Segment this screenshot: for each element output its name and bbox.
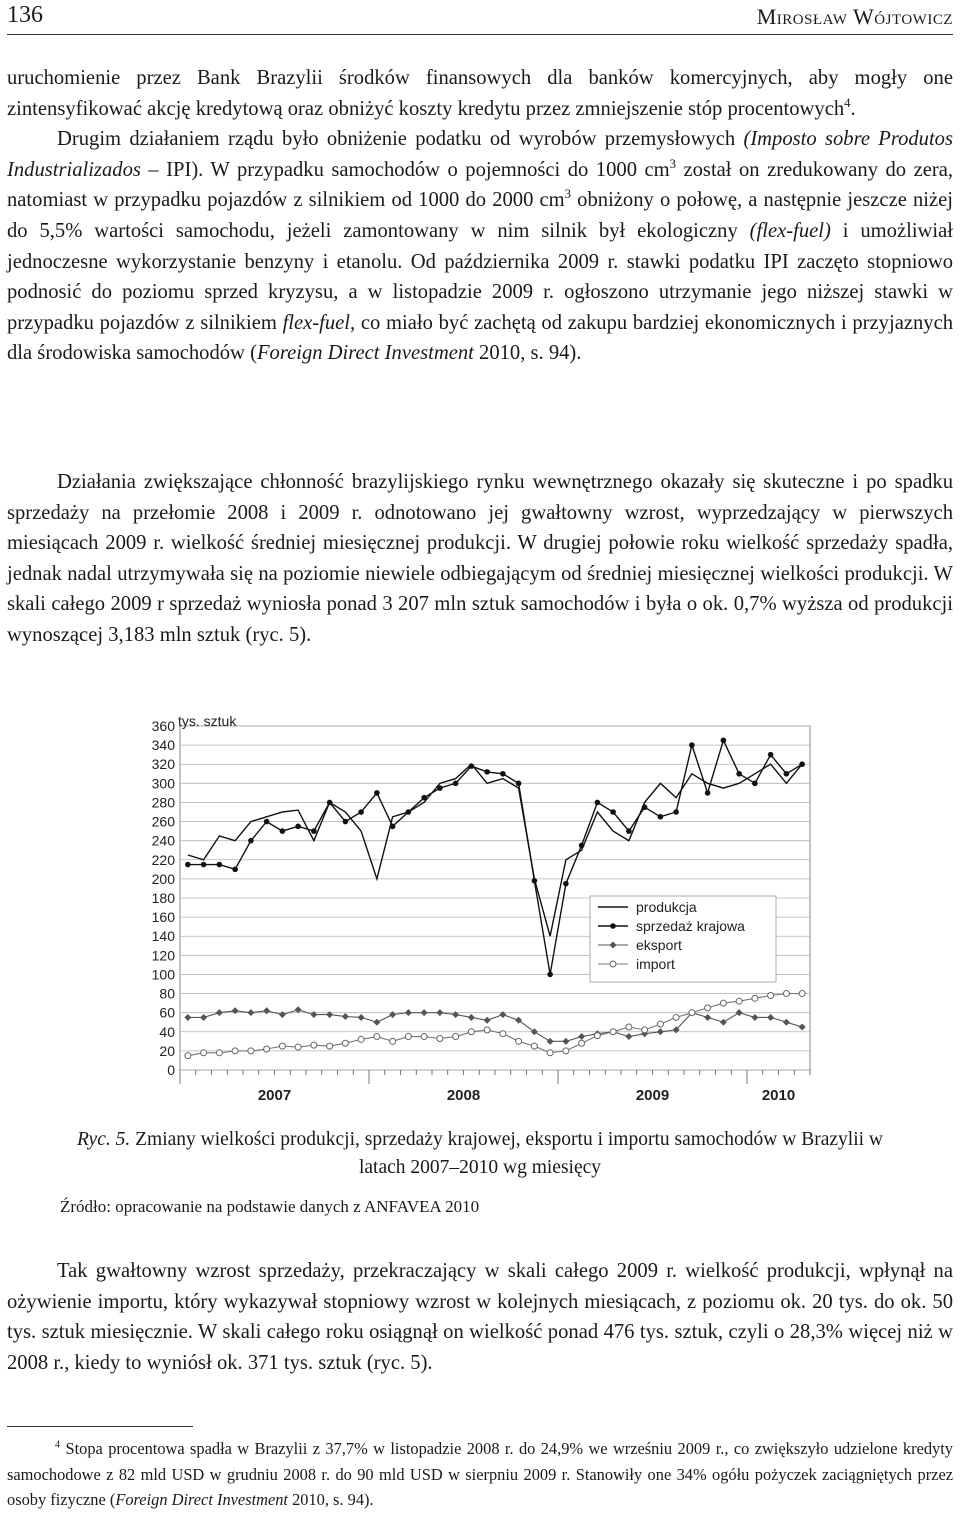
- caption-label: Ryc. 5.: [77, 1129, 131, 1150]
- data-point: [610, 1029, 616, 1035]
- data-point: [217, 862, 223, 868]
- y-tick-label: 200: [151, 870, 175, 887]
- data-point: [469, 763, 475, 769]
- data-point: [579, 843, 585, 849]
- data-point: [201, 862, 207, 868]
- data-point: [547, 1050, 553, 1056]
- legend-label: eksport: [636, 937, 682, 953]
- data-point: [406, 809, 412, 815]
- data-point: [358, 809, 364, 815]
- data-point: [783, 991, 789, 997]
- data-point: [264, 1046, 270, 1052]
- data-point: [453, 1034, 459, 1040]
- data-point: [280, 828, 286, 834]
- line-chart: [140, 712, 820, 1112]
- y-tick-label: 100: [151, 966, 175, 983]
- figure-5: [140, 712, 820, 1112]
- data-point: [595, 800, 601, 806]
- y-tick-label: 120: [151, 947, 175, 964]
- y-tick-label: 360: [151, 718, 175, 734]
- footnote-rule: [7, 1426, 193, 1427]
- x-group-label: 2009: [635, 1087, 670, 1104]
- paragraph-1: uruchomienie przez Bank Brazylii środków finansowych dla banków komercyjnych, aby mogły one zintensyfikować akcję kredytową oraz obniżyć koszty kredytu przez zmniejszenie stóp procentowych$^4$. Drugim działaniem rządu było obniżenie podatku od wyrobów przemysłowych (Imposto sobre Produtos Industrializados – IPI). W przypadku samochodów o pojemności do 1000 $cm^3$ został on zredukowany do zera, natomiast w przypadku pojazdów z silnikiem od 1000 do 2000 $cm^3$ obniżony o połowę, a następnie jeszcze niżej do 5,5% wartości samochodu, jeżeli zamontowany w nim silnik był ekologiczny (flex-fuel) i umożliwiał jednoczesne wykorzystanie benzyny i etanolu. Od października 2009 r. stawki podatku IPI zaczęto stopniowo podnosić do poziomu sprzed kryzysu, a w listopadzie 2009 r. ogłoszono utrzymanie jego niższej stawki w przypadku pojazdów z silnikiem flex-fuel, co miało być zachętą od zakupu bardziej ekonomicznych i przyjaznych dla środowiska samochodów (Foreign Direct Investment 2010, s. 94).: [7, 67, 954, 365]
- paragraph-3: Tak gwałtowny wzrost sprzedaży, przekraczający w skali całego 2009 r. wielkość produkcji, wpłynął na ożywienie importu, który wykazywał stopniowy wzrost w kolejnych miesiącach, z poziomu ok. 20 tys. do ok. 50 tys. sztuk miesięcznie. W skali całego roku osiągnął on wielkość ponad 476 tys. sztuk, czyli o 28,3% więcej niż w 2008 r., kiedy to wyniósł ok. 371 tys. sztuk (ryc. 5).: [7, 1260, 953, 1374]
- y-tick-label: 260: [151, 813, 175, 830]
- chart-legend: [590, 896, 776, 982]
- y-tick-label: 20: [159, 1042, 175, 1059]
- data-point: [736, 998, 742, 1004]
- page-number: 136: [7, 2, 43, 28]
- y-tick-label: 180: [151, 890, 175, 906]
- data-point: [327, 1043, 333, 1049]
- data-point: [421, 1034, 427, 1040]
- data-point: [516, 781, 522, 787]
- data-point: [295, 824, 301, 830]
- data-point: [689, 742, 695, 748]
- data-point: [437, 1035, 443, 1041]
- y-tick-label: 140: [151, 928, 175, 945]
- data-point: [311, 1042, 317, 1048]
- data-point: [342, 1040, 348, 1046]
- data-point: [610, 809, 616, 815]
- data-point: [437, 785, 443, 791]
- x-group-label: 2008: [446, 1087, 481, 1104]
- data-point: [484, 769, 490, 775]
- data-point: [453, 781, 459, 787]
- data-point: [610, 923, 616, 929]
- data-point: [201, 1050, 207, 1056]
- data-point: [673, 1014, 679, 1020]
- data-point: [468, 1029, 474, 1035]
- data-point: [563, 1048, 569, 1054]
- data-point: [248, 838, 254, 844]
- data-point: [658, 814, 664, 820]
- data-point: [799, 761, 805, 767]
- data-point: [405, 1034, 411, 1040]
- data-point: [642, 804, 648, 810]
- y-tick-label: 340: [151, 737, 175, 754]
- y-tick-label: 220: [151, 851, 175, 868]
- data-point: [232, 1048, 238, 1054]
- data-point: [295, 1044, 301, 1050]
- data-point: [752, 995, 758, 1001]
- footnote-4: $^4$ Stopa procentowa spadła w Brazylii z 37,7% w listopadzie 2008 r. do 24,9% we wrześniu 2009 r., co zwiększyło udzielone kredyty samochodowe z 82 mld USD w grudniu 2008 r. do 90 mld USD w sierpniu 2009 r. Stanowiły one 34% ogółu pożyczek zaciągniętych przez osoby fizyczne (Foreign Direct Investment 2010, s. 94).: [7, 1439, 953, 1509]
- data-point: [500, 1031, 506, 1037]
- data-point: [610, 961, 616, 967]
- paragraph-2: Działania zwiększające chłonność brazylijskiego rynku wewnętrznego okazały się skuteczne i po spadku sprzedaży na przełomie 2008 i 2009 r. odnotowano jej gwałtowny wzrost, wyprzedzający w pierwszych miesiącach 2009 r. wielkość średniej miesięcznej produkcji. W drugiej połowie roku wielkość sprzedaży spadła, jednak nadal utrzymywała się na poziomie niewiele odbiegającym od średniej miesięcznej wielkości produkcji. W skali całego 2009 r sprzedaż wyniosła ponad 3 207 mln sztuk samochodów i była o ok. 0,7% wyższa od produkcji wynoszącej 3,183 mln sztuk (ryc. 5).: [7, 471, 953, 646]
- data-point: [390, 824, 396, 830]
- y-tick-label: 40: [159, 1023, 175, 1040]
- data-point: [327, 800, 333, 806]
- footnote-number: 4: [55, 1439, 61, 1451]
- y-tick-label: 80: [159, 985, 175, 1002]
- figure-source: Źródło: opracowanie na podstawie danych z ANFAVEA 2010: [60, 1197, 480, 1216]
- data-point: [531, 1043, 537, 1049]
- y-tick-label: 280: [151, 794, 175, 811]
- data-point: [642, 1027, 648, 1033]
- data-point: [516, 1038, 522, 1044]
- y-tick-label: 300: [151, 775, 175, 792]
- x-group-label: 2007: [257, 1087, 292, 1104]
- data-point: [768, 992, 774, 998]
- data-point: [343, 819, 349, 825]
- data-point: [799, 991, 805, 997]
- data-point: [579, 1040, 585, 1046]
- data-point: [484, 1027, 490, 1033]
- caption-text: Zmiany wielkości produkcji, sprzedaży krajowej, eksportu i importu samochodów w Brazylii w latach 2007–2010 wg miesięcy: [130, 1129, 883, 1178]
- data-point: [232, 867, 238, 873]
- data-point: [752, 781, 758, 787]
- data-point: [185, 1053, 191, 1059]
- data-point: [673, 809, 679, 815]
- y-tick-label: 160: [151, 909, 175, 926]
- y-tick-label: 60: [159, 1004, 175, 1021]
- data-point: [705, 1005, 711, 1011]
- data-point: [736, 771, 742, 777]
- data-point: [374, 1034, 380, 1040]
- data-point: [563, 881, 569, 887]
- y-axis-label: tys. sztuk: [178, 713, 237, 729]
- data-point: [721, 738, 727, 744]
- data-point: [657, 1021, 663, 1027]
- data-point: [594, 1033, 600, 1039]
- footnote-ref[interactable]: 4: [844, 95, 851, 110]
- data-point: [279, 1043, 285, 1049]
- data-point: [626, 828, 632, 834]
- running-header: [7, 0, 953, 35]
- data-point: [185, 862, 191, 868]
- data-point: [720, 1000, 726, 1006]
- legend-label: import: [636, 956, 675, 972]
- data-point: [374, 790, 380, 796]
- data-point: [547, 972, 553, 978]
- data-point: [705, 790, 711, 796]
- data-point: [532, 878, 538, 884]
- data-point: [689, 1010, 695, 1016]
- legend-label: produkcja: [636, 899, 697, 915]
- data-point: [500, 771, 506, 777]
- legend-label: sprzedaż krajowa: [636, 918, 745, 934]
- data-point: [390, 1038, 396, 1044]
- x-group-label: 2010: [761, 1087, 796, 1104]
- x-axis: [180, 1070, 810, 1104]
- data-point: [784, 771, 790, 777]
- data-point: [264, 819, 270, 825]
- data-point: [358, 1036, 364, 1042]
- figure-caption: [60, 1126, 900, 1182]
- running-head-author: Mirosław Wójtowicz: [756, 4, 953, 29]
- data-point: [216, 1050, 222, 1056]
- data-point: [421, 795, 427, 801]
- y-axis: [152, 718, 176, 1078]
- data-point: [311, 828, 317, 834]
- y-tick-label: 320: [151, 756, 175, 773]
- data-point: [626, 1024, 632, 1030]
- data-point: [768, 752, 774, 758]
- data-point: [248, 1048, 254, 1054]
- y-tick-label: 240: [151, 832, 175, 849]
- y-tick-label: 0: [167, 1062, 175, 1078]
